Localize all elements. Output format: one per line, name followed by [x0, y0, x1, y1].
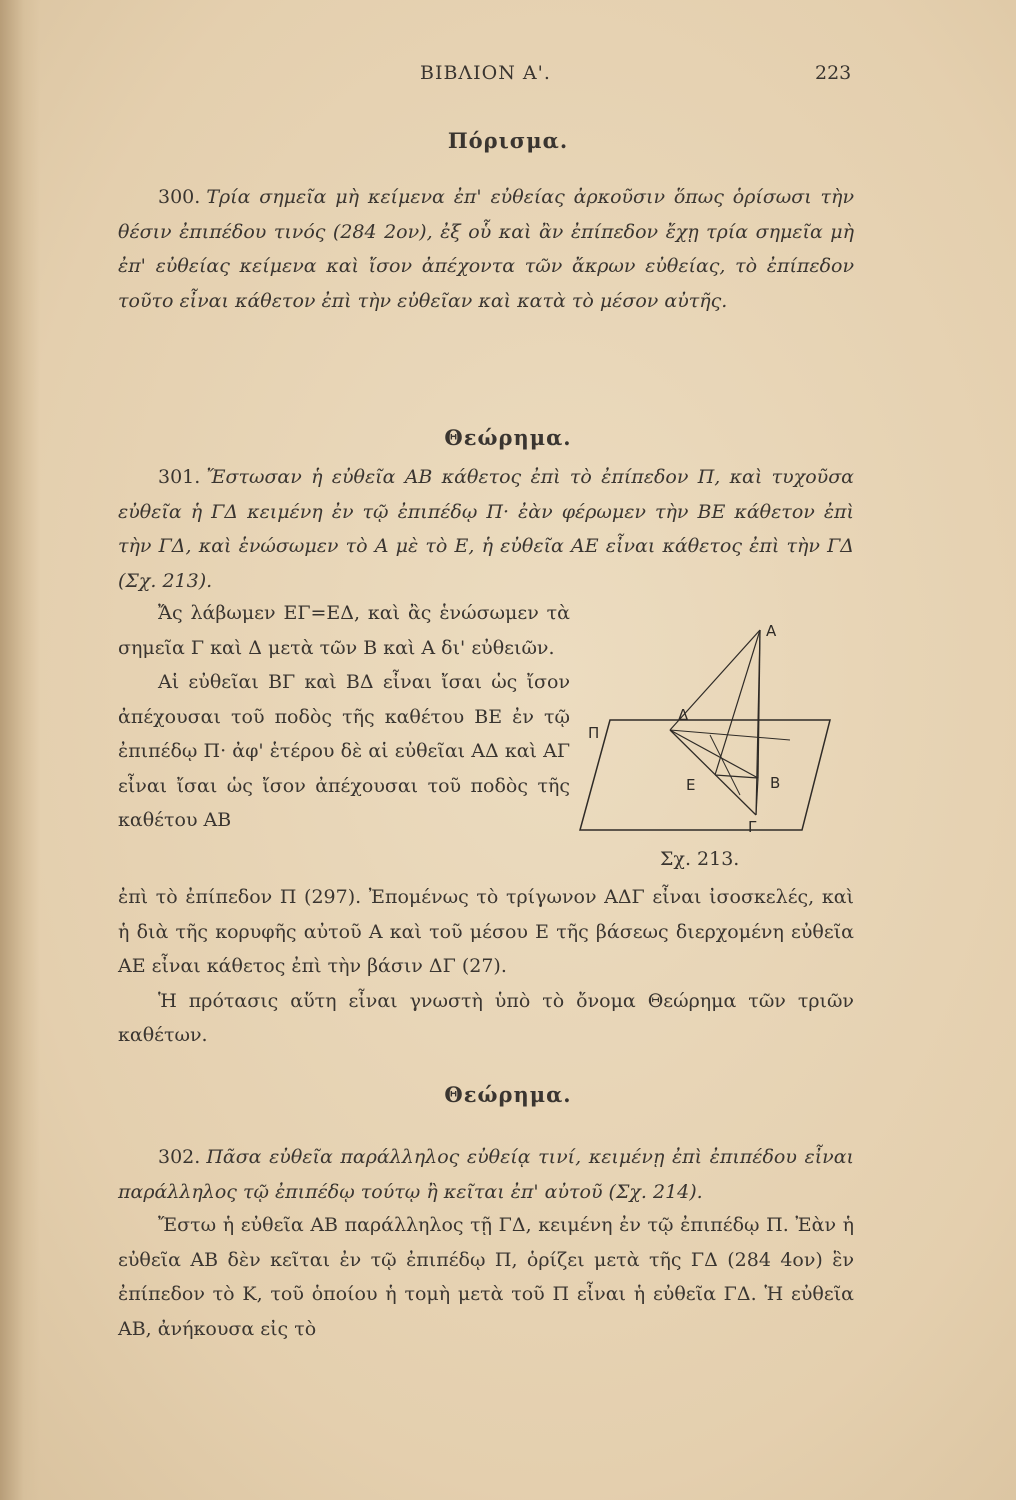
header-title: ΒΙΒΛΙΟΝ Α'.	[420, 62, 551, 84]
section-301-proof-column	[118, 596, 570, 838]
section-301-text: Ἔστωσαν ἡ εὐθεῖα ΑΒ κάθετος ἐπὶ τὸ ἐπίπεδον Π, καὶ τυχοῦσα εὐθεῖα ἡ ΓΔ κειμένη ἐν τῷ ἐπιπέδῳ Π· ἐὰν φέρωμεν τὴν ΒΕ κάθετον ἐπὶ τὴν ΓΔ, καὶ ἑνώσωμεν τὸ Α μὲ τὸ Ε, ἡ εὐθεῖα ΑΕ εἶναι κάθετος ἐπὶ τὴν ΓΔ (Σχ. 213).	[118, 466, 854, 592]
segment-gd	[670, 730, 756, 815]
section-300-number: 300.	[158, 186, 201, 208]
figure-213-caption: Σχ. 213.	[660, 848, 740, 870]
section-302-statement	[118, 1140, 854, 1209]
section-300	[118, 180, 854, 318]
section-301-proof-continued	[118, 880, 854, 1053]
running-head	[0, 62, 1016, 92]
heading-theorema-302: Θεώρημα.	[444, 1082, 572, 1107]
segment-ae	[715, 630, 760, 775]
section-302-text: Πᾶσα εὐθεῖα παράλληλος εὐθείᾳ τινί, κειμένῃ ἐπὶ ἐπιπέδου εἶναι παράλληλος τῷ ἐπιπέδῳ τούτῳ ἢ κεῖται ἐπ' αὐτοῦ (Σχ. 214).	[118, 1146, 854, 1203]
figure-213	[570, 610, 860, 880]
segment-bd	[670, 730, 758, 778]
proof-paragraph-1: Ἄς λάβωμεν ΕΓ=ΕΔ, καὶ ἂς ἑνώσωμεν τὰ σημεῖα Γ καὶ Δ μετὰ τῶν Β καὶ Α δι' εὐθειῶν.	[118, 602, 570, 659]
plane-outline	[580, 720, 830, 830]
label-a: Α	[766, 622, 777, 640]
label-g: Γ	[748, 818, 757, 836]
segment-be	[715, 775, 758, 778]
section-302-proof: Ἔστω ἡ εὐθεῖα ΑΒ παράλληλος τῇ ΓΔ, κειμένη ἐν τῷ ἐπιπέδῳ Π. Ἐὰν ἡ εὐθεῖα ΑΒ δὲν κεῖται ἐν τῷ ἐπιπέδῳ Π, ὁρίζει μετὰ τῆς ΓΔ (284 4ον) ἓν ἐπίπεδον τὸ Κ, τοῦ ὁποίου ἡ τομὴ μετὰ τοῦ Π εἶναι ἡ εὐθεῖα ΓΔ. Ἡ εὐθεῖα ΑΒ, ἀνήκουσα εἰς τὸ	[118, 1214, 854, 1340]
label-b: Β	[770, 774, 781, 792]
page-number: 223	[815, 62, 852, 84]
label-e: Ε	[686, 776, 696, 794]
page-gutter-shadow	[0, 0, 40, 1500]
proof-paragraph-2: Αἱ εὐθεῖαι ΒΓ καὶ ΒΔ εἶναι ἴσαι ὡς ἴσον ἀπέχουσαι τοῦ ποδὸς τῆς καθέτου ΒΕ ἐν τῷ ἐπιπέδῳ Π· ἀφ' ἑτέρου δὲ αἱ εὐθεῖαι ΑΔ καὶ ΑΓ εἶναι ἴσαι ὡς ἴσον ἀπέχουσαι τοῦ ποδὸς τῆς καθέτου ΑΒ	[118, 671, 570, 831]
theorem-name-note: Ἡ πρότασις αὕτη εἶναι γνωστὴ ὑπὸ τὸ ὄνομα Θεώρημα τῶν τριῶν καθέτων.	[118, 989, 854, 1046]
figure-213-diagram	[570, 610, 860, 880]
heading-theorema-301: Θεώρημα.	[444, 425, 572, 450]
heading-porisma: Πόρισμα.	[447, 128, 569, 153]
section-302-number: 302.	[158, 1146, 201, 1168]
proof-paragraph-3: ἐπὶ τὸ ἐπίπεδον Π (297). Ἐπομένως τὸ τρίγωνον ΑΔΓ εἶναι ἰσοσκελές, καὶ ἡ διὰ τῆς κορυφῆς αὐτοῦ Α καὶ τοῦ μέσου Ε τῆς βάσεως διερχομένη εὐθεῖα ΑΕ εἶναι κάθετος ἐπὶ τὴν βάσιν ΔΓ (27).	[118, 886, 854, 977]
section-300-text: Τρία σημεῖα μὴ κείμενα ἐπ' εὐθείας ἀρκοῦσιν ὅπως ὁρίσωσι τὴν θέσιν ἐπιπέδου τινός (284 2ον), ἐξ οὗ καὶ ἂν ἐπίπεδον ἔχῃ τρία σημεῖα μὴ ἐπ' εὐθείας κείμενα καὶ ἴσον ἀπέχοντα τῶν ἄκρων εὐθείας, τὸ ἐπίπεδον τοῦτο εἶναι κάθετον ἐπὶ τὴν εὐθεῖαν καὶ κατὰ τὸ μέσον αὐτῆς.	[118, 186, 854, 312]
construction-line-1	[670, 730, 790, 740]
section-301-statement	[118, 460, 854, 598]
label-p: Π	[588, 724, 600, 742]
section-301-number: 301.	[158, 466, 201, 488]
label-d: Δ	[678, 706, 689, 724]
